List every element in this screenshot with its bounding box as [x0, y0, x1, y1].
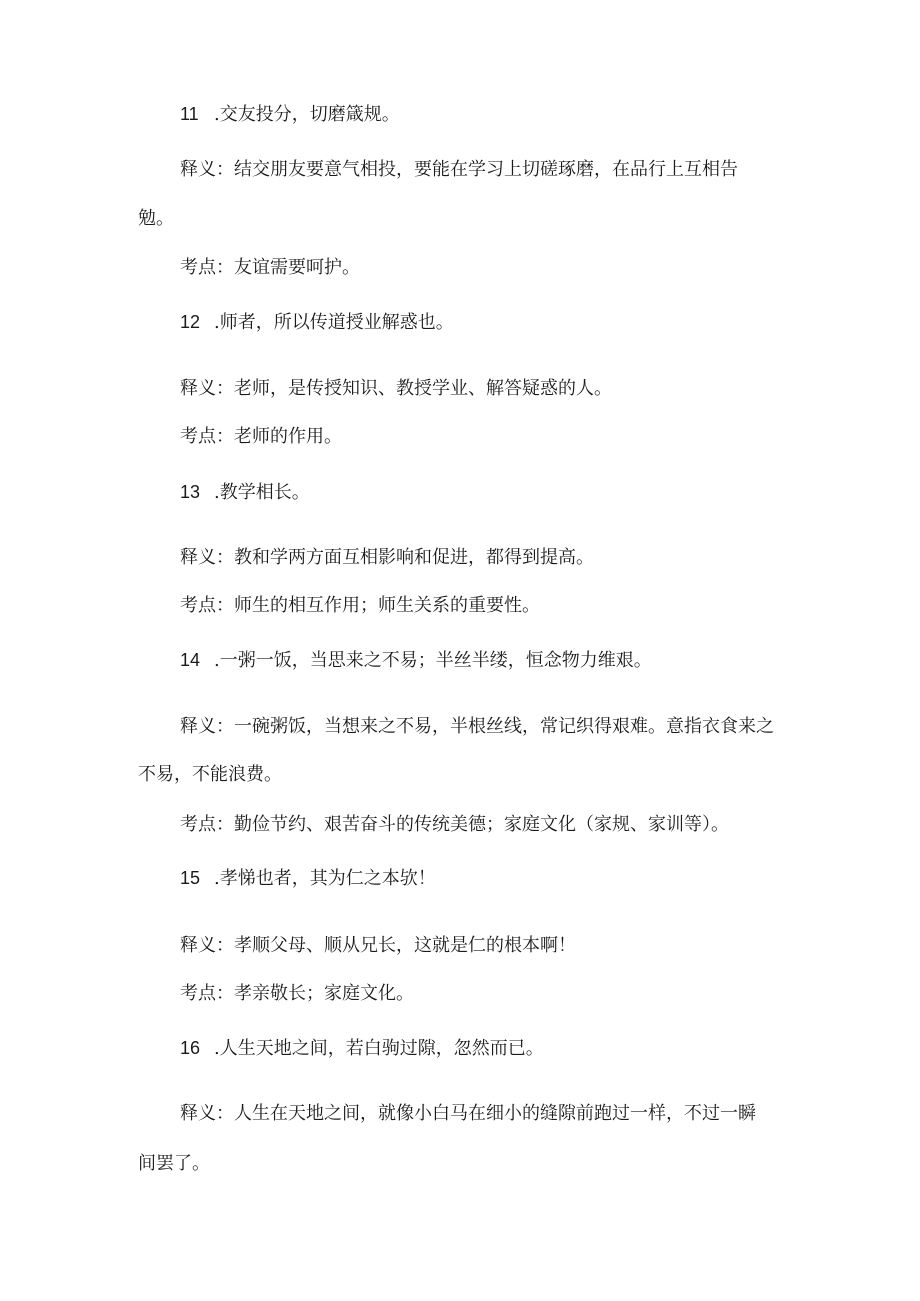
quote-text: .交友投分，切磨箴规。 [214, 104, 400, 125]
entry-14-meaning: 释义：一碗粥饭，当想来之不易，半根丝线，常记织得艰难。意指衣食来之 [180, 716, 774, 737]
entry-11-meaning: 释义：结交朋友要意气相投，要能在学习上切磋琢磨，在品行上互相告 [180, 159, 738, 180]
entry-14-quote [180, 648, 652, 673]
quote-text: .一粥一饭，当思来之不易；半丝半缕，恒念物力维艰。 [214, 650, 652, 671]
entry-11-quote [180, 102, 400, 127]
entry-number: 16 [180, 1038, 201, 1058]
entry-12-quote [180, 310, 454, 335]
entry-11-meaning-cont: 勉。 [138, 208, 174, 229]
entry-13-exam-point: 考点：师生的相互作用；师生关系的重要性。 [180, 595, 540, 616]
entry-13-meaning: 释义：教和学两方面互相影响和促进，都得到提高。 [180, 547, 594, 568]
entry-14-exam-point: 考点：勤俭节约、艰苦奋斗的传统美德；家庭文化（家规、家训等）。 [180, 814, 729, 835]
quote-text: .教学相长。 [214, 482, 310, 503]
entry-14-meaning-cont: 不易，不能浪费。 [138, 764, 282, 785]
quote-text: .孝悌也者，其为仁之本欤！ [214, 868, 436, 889]
entry-16-quote [180, 1036, 544, 1061]
entry-15-quote [180, 866, 436, 891]
entry-number: 14 [180, 650, 201, 670]
entry-15-exam-point: 考点：孝亲敬长；家庭文化。 [180, 983, 414, 1004]
quote-text: .师者，所以传道授业解惑也。 [214, 312, 454, 333]
entry-12-exam-point: 考点：老师的作用。 [180, 426, 342, 447]
entry-16-meaning: 释义：人生在天地之间，就像小白马在细小的缝隙前跑过一样，不过一瞬 [180, 1103, 756, 1124]
quote-text: .人生天地之间，若白驹过隙，忽然而已。 [214, 1038, 544, 1059]
entry-13-quote [180, 480, 310, 505]
entry-16-meaning-cont: 间罢了。 [138, 1153, 210, 1174]
entry-number: 11 [180, 104, 199, 124]
entry-11-exam-point: 考点：友谊需要呵护。 [180, 257, 360, 278]
entry-number: 13 [180, 482, 201, 502]
entry-number: 12 [180, 312, 201, 332]
entry-15-meaning: 释义：孝顺父母、顺从兄长，这就是仁的根本啊！ [180, 935, 576, 956]
entry-12-meaning: 释义：老师，是传授知识、教授学业、解答疑惑的人。 [180, 378, 612, 399]
entry-number: 15 [180, 868, 201, 888]
